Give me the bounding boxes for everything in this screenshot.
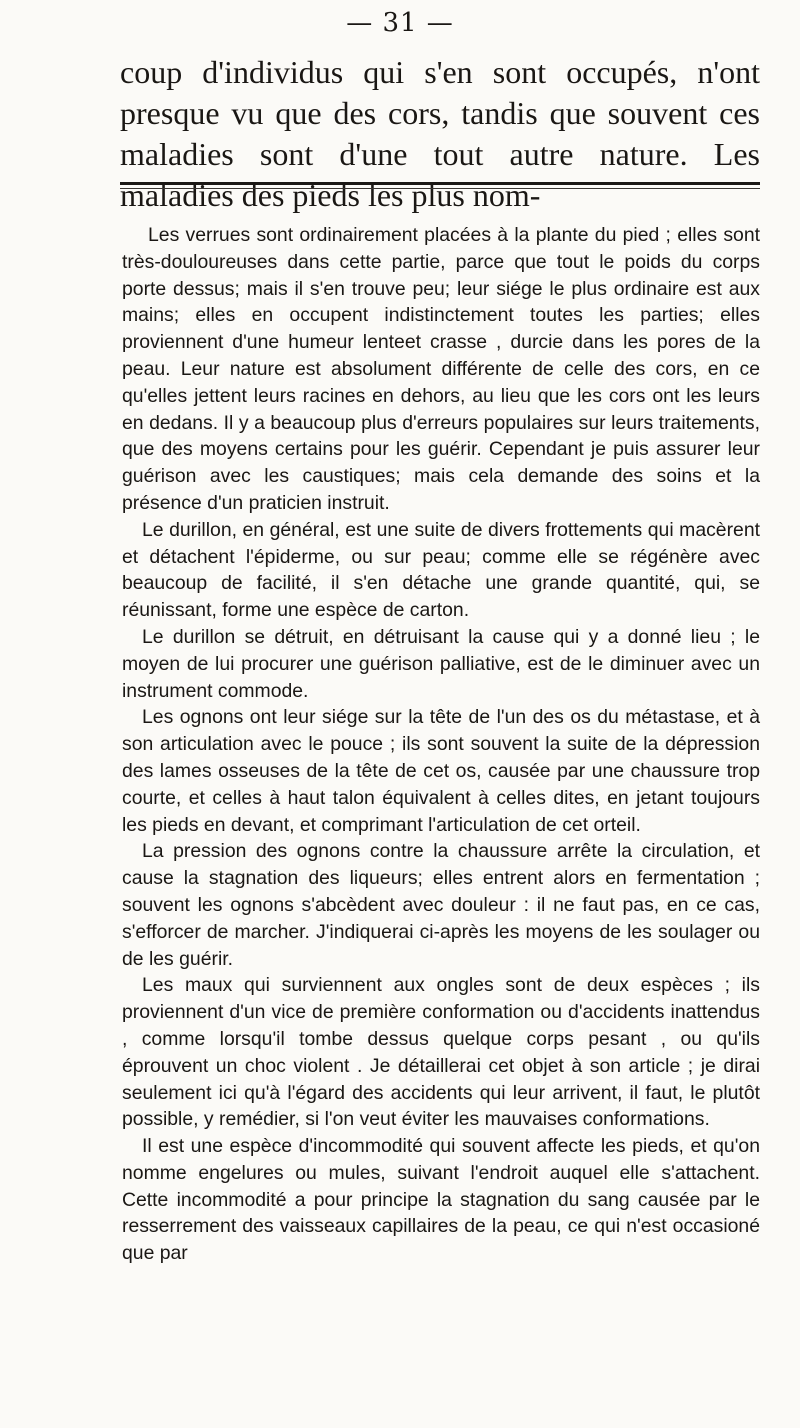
note-engelures: Il est une espèce d'incommodité qui souvent affecte les pieds, et qu'on nomme engelures ou mules, suivant l'endroit auquel elle s'attachent. Cette incommodité a pour principe la stagnation du sang causée par le resserrement des vaisseaux capillaires de la peau, ce qui n'est occasioné que par: [122, 1135, 760, 1265]
footnote-rule-thick: [120, 182, 760, 185]
intro-paragraph: coup d'individus qui s'en sont occupés, n'ont presque vu que des cors, tandis que souvent ces maladies sont d'une tout autre nature. Les maladies des pieds les plus nom-: [120, 54, 760, 213]
note-ognons-pression: La pression des ognons contre la chaussure arrête la circulation, et cause la stagnation des liqueurs; elles entrent alors en fermentation ; souvent les ognons s'abcèdent avec douleur : il ne faut pas, en ce cas, s'efforcer de marcher. J'indiquerai ci-après les moyens de les soulager ou de les guérir.: [122, 840, 760, 970]
page-number: — 31 —: [346, 8, 454, 38]
note-ongles: Les maux qui surviennent aux ongles sont de deux espèces ; ils proviennent d'un vice de première conformation ou d'accidents inattendus , comme lorsqu'il tombe dessus quelque corps pesant , ou qu'ils éprouvent un choc violent . Je détaillerai cet objet à son article ; je dirai seulement ici qu'à l'égard des accidents qui leur arrivent, il faut, le plutôt possible, y remédier, si l'on veut éviter les mauvaises conformations.: [122, 974, 760, 1131]
footnote-block: [122, 222, 760, 1267]
note-durillon: Le durillon, en général, est une suite de divers frottements qui macèrent et détachent l'épiderme, ou sur peau; comme elle se régénère avec beaucoup de facilité, il s'en détache une grande quantité, qui, se réunissant, forme une espèce de carton.: [122, 518, 760, 622]
note-verrues: Les verrues sont ordinairement placées à la plante du pied ; elles sont très-douloureuses dans cette partie, parce que tout le poids du corps porte dessus; mais il s'en trouve peu; leur siége le plus ordinaire est aux mains; elles en occupent indistinctement toutes les parties; elles proviennent d'une humeur lenteet crasse , durcie dans les pores de la peau. Leur nature est absolument différente de celle des cors, en ce qu'elles jettent leurs racines en dehors, au lieu que les cors ont les leurs en dedans. Il y a beaucoup plus d'erreurs populaires sur leurs traitements, que des moyens certains pour les guérir. Cependant je puis assurer leur guérison avec les caustiques; mais cela demande des soins et la présence d'un praticien instruit.: [122, 224, 760, 514]
footnote-rule-thin: [120, 188, 760, 189]
note-durillon-traitement: Le durillon se détruit, en détruisant la cause qui y a donné lieu ; le moyen de lui procurer une guérison palliative, est de le diminuer avec un instrument commode.: [122, 625, 760, 702]
note-ognons: Les ognons ont leur siége sur la tête de l'un des os du métastase, et à son articulation avec le pouce ; ils sont souvent la suite de la dépression des lames osseuses de la tête de cet os, causée par une chaussure trop courte, et celles à haut talon équivalent à celles dites, en jetant toujours les pieds en devant, et comprimant l'articulation de cet orteil.: [122, 706, 760, 836]
